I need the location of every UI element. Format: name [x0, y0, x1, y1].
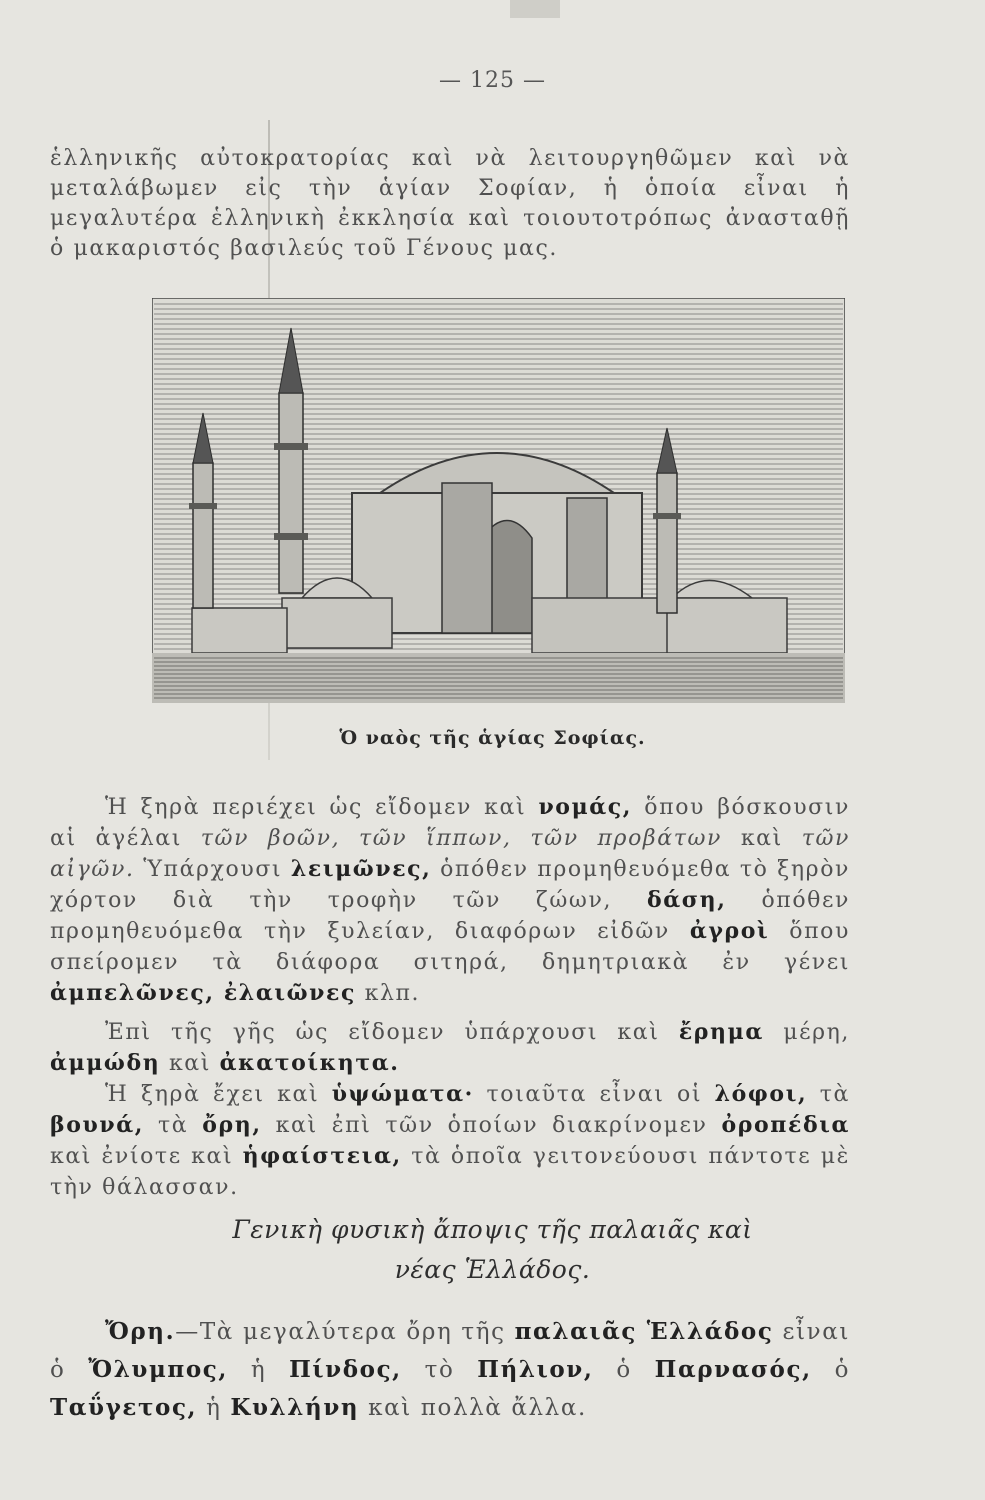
section-heading-line1: Γενικὴ φυσικὴ ἄποψις τῆς παλαιᾶς καὶ — [232, 1215, 753, 1244]
paragraph-mountains: Ὄρη.—Τὰ μεγαλύτερα ὄρη τῆς παλαιᾶς Ἑλλάδος εἶναι ὁ Ὄλυμπος, ἡ Πίνδος, τὸ Πήλιον, ὁ Παρνασός, ὁ Ταΰγετος, ἡ Κυλλήνη καὶ πολλὰ ἄλλα. — [50, 1318, 851, 1421]
paragraph-elevations: Ἡ ξηρὰ ἔχει καὶ ὑψώματα· τοιαῦτα εἶναι οἱ λόφοι, τὰ βουνά, τὰ ὄρη, καὶ ἐπὶ τῶν ὁποίων διακρίνομεν ὀροπέδια καὶ ἐνίοτε καὶ ἡφαίστεια, τὰ ὁποῖα γειτονεύουσι πάντοτε μὲ τὴν θάλασσαν. — [50, 1081, 851, 1200]
scan-mark — [510, 0, 560, 18]
lower-building-left — [282, 598, 392, 648]
paragraph-land-uses: Ἡ ξηρὰ περιέχει ὡς εἴδομεν καὶ νομάς, ὅπου βόσκουσιν αἱ ἀγέλαι τῶν βοῶν, τῶν ἵππων, τῶν προβάτων καὶ τῶν αἰγῶν. Ὑπάρχουσι λειμῶνες, ὁπόθεν προμηθευόμεθα τὸ ξηρὸν χόρτον διὰ τὴν τροφὴν τῶν ζώων, δάση, ὁπόθεν προμηθευόμεθα τὴν ξυλείαν, διαφόρων εἰδῶν ἀγροὶ ὅπου σπείρομεν τὰ διάφορα σιτηρά, δημητριακὰ ἐν γένει ἀμπελῶνες, ἐλαιῶνες κλπ. — [50, 794, 851, 1006]
hagia-sophia-illustration — [152, 298, 845, 703]
section-heading-line2: νέας Ἑλλάδος. — [394, 1255, 591, 1284]
paragraph-deserts: Ἐπὶ τῆς γῆς ὡς εἴδομεν ὑπάρχουσι καὶ ἔρημα μέρη, ἀμμώδη καὶ ἀκατοίκητα. — [50, 1019, 851, 1076]
paragraph-intro: ἑλληνικῆς αὐτοκρατορίας καὶ νὰ λειτουργηθῶμεν καὶ νὰ μεταλάβωμεν εἰς τὴν ἁγίαν Σοφίαν, ἡ ὁποία εἶναι ἡ μεγαλυτέρα ἑλληνικὴ ἐκκλησία καὶ τοιουτοτρόπως ἀνασταθῇ ὁ μακαριστός βασιλεύς τοῦ Γένους μας. — [50, 146, 850, 261]
figure-caption: Ὁ ναὸς τῆς ἁγίας Σοφίας. — [339, 727, 646, 749]
buttress-left — [442, 483, 492, 633]
section-heading — [120, 1210, 865, 1290]
page-number: — 125 — — [439, 68, 546, 93]
lower-building-far-left — [192, 608, 287, 653]
lower-building-right — [667, 598, 787, 653]
